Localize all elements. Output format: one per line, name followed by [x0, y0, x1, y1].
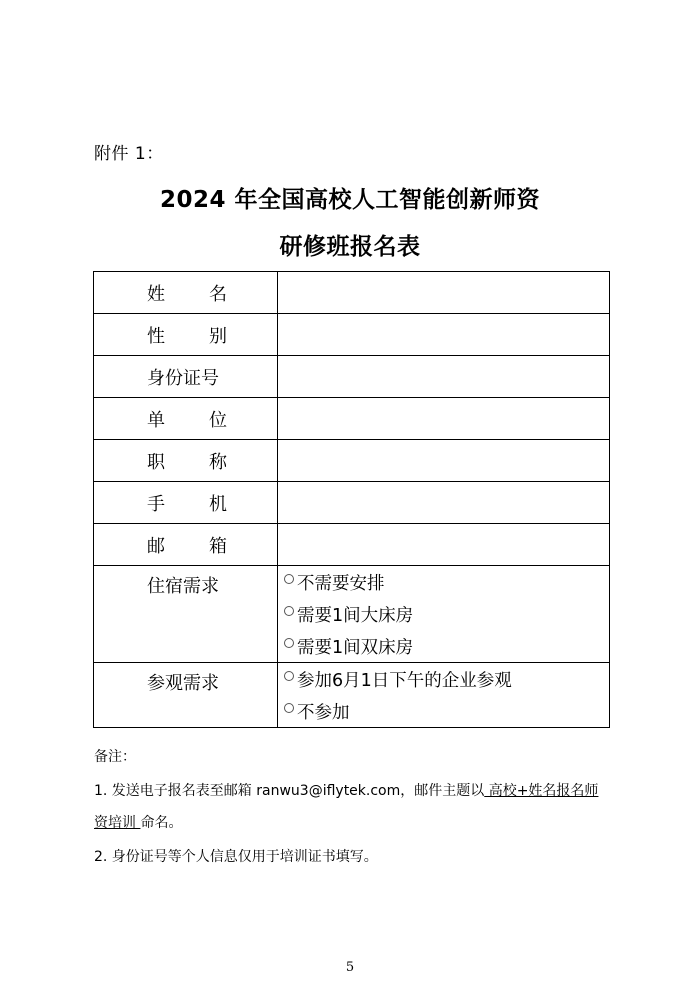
page-number: 5	[345, 960, 355, 975]
row-visit	[94, 663, 610, 728]
radio-icon[interactable]	[284, 638, 294, 648]
radio-icon[interactable]	[284, 703, 294, 713]
visit-label: 参观需求	[94, 663, 278, 728]
job-title-field[interactable]	[278, 440, 610, 482]
gender-field[interactable]	[278, 314, 610, 356]
phone-label: 手 机	[94, 482, 278, 524]
row-gender	[94, 314, 610, 356]
notes-heading: 备注：	[94, 749, 136, 765]
radio-icon[interactable]	[284, 671, 294, 681]
note-1-line-2: 资培训 命名。	[94, 815, 183, 831]
note-1-line-1: 1. 发送电子报名表至邮箱 ranwu3@iflytek.com，邮件主题以 高校+姓名报名师	[94, 783, 599, 799]
row-phone	[94, 482, 610, 524]
phone-field[interactable]	[278, 482, 610, 524]
row-organization	[94, 398, 610, 440]
registration-form-table	[93, 271, 610, 728]
row-email	[94, 524, 610, 566]
visit-option-attend[interactable]: 参加6月1日下午的企业参观	[284, 663, 609, 695]
form-title-line-1: 2024 年全国高校人工智能创新师资	[159, 187, 541, 213]
id-number-field[interactable]	[278, 356, 610, 398]
note-2: 2. 身份证号等个人信息仅用于培训证书填写。	[94, 849, 378, 865]
name-label: 姓 名	[94, 272, 278, 314]
row-accommodation	[94, 566, 610, 663]
row-id-number	[94, 356, 610, 398]
accommodation-label: 住宿需求	[94, 566, 278, 663]
organization-label: 单 位	[94, 398, 278, 440]
accommodation-option-none[interactable]: 不需要安排	[284, 566, 609, 598]
visit-option-decline[interactable]: 不参加	[284, 695, 609, 727]
name-field[interactable]	[278, 272, 610, 314]
email-label: 邮 箱	[94, 524, 278, 566]
form-title-line-2: 研修班报名表	[279, 234, 421, 260]
row-name	[94, 272, 610, 314]
radio-icon[interactable]	[284, 574, 294, 584]
gender-label: 性 别	[94, 314, 278, 356]
radio-icon[interactable]	[284, 606, 294, 616]
accommodation-options	[278, 566, 610, 663]
id-number-label: 身份证号	[94, 356, 278, 398]
attachment-label: 附件 1：	[94, 144, 164, 164]
email-field[interactable]	[278, 524, 610, 566]
organization-field[interactable]	[278, 398, 610, 440]
job-title-label: 职 称	[94, 440, 278, 482]
accommodation-option-twin[interactable]: 需要1间双床房	[284, 630, 609, 662]
accommodation-option-king[interactable]: 需要1间大床房	[284, 598, 609, 630]
row-title	[94, 440, 610, 482]
visit-options	[278, 663, 610, 728]
